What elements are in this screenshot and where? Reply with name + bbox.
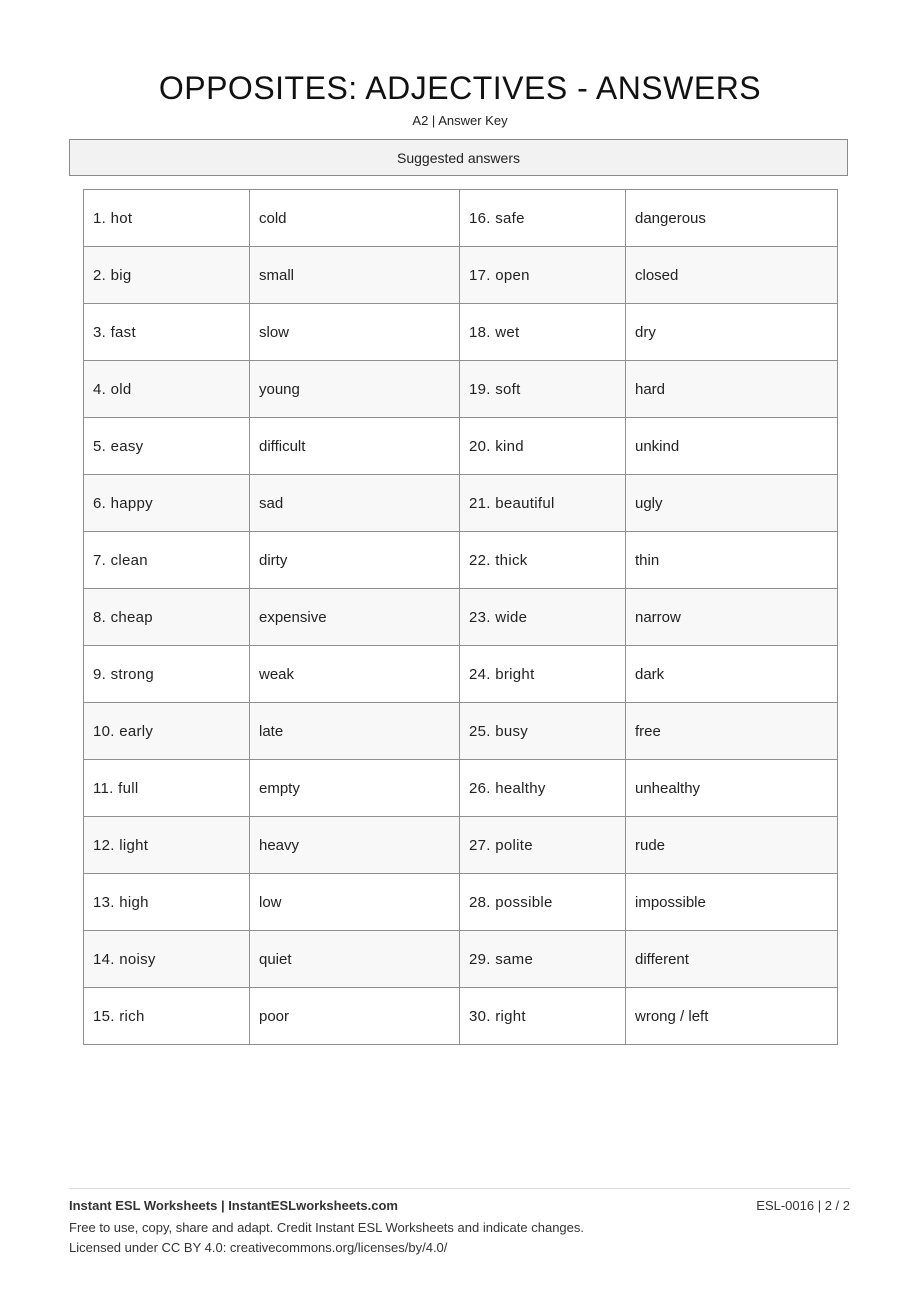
opposite-cell: expensive: [250, 589, 460, 646]
table-row: [84, 361, 838, 418]
opposite-cell: thin: [626, 532, 838, 589]
word-cell: 3. fast: [84, 304, 250, 361]
opposite-cell: slow: [250, 304, 460, 361]
word-cell: 7. clean: [84, 532, 250, 589]
footer-page-code: ESL-0016 | 2 / 2: [756, 1198, 850, 1213]
opposite-cell: free: [626, 703, 838, 760]
opposite-cell: narrow: [626, 589, 838, 646]
word-cell: 10. early: [84, 703, 250, 760]
table-row: [84, 931, 838, 988]
section-header: Suggested answers: [69, 139, 848, 176]
opposite-cell: wrong / left: [626, 988, 838, 1045]
opposite-cell: heavy: [250, 817, 460, 874]
opposite-cell: quiet: [250, 931, 460, 988]
word-cell: 16. safe: [460, 190, 626, 247]
footer-license-text: Free to use, copy, share and adapt. Credit Instant ESL Worksheets and indicate changes.: [69, 1220, 585, 1235]
answers-table-body: [84, 190, 838, 1045]
footer-license-link: Licensed under CC BY 4.0: creativecommons.org/licenses/by/4.0/: [69, 1240, 448, 1255]
word-cell: 8. cheap: [84, 589, 250, 646]
opposite-cell: dangerous: [626, 190, 838, 247]
word-cell: 6. happy: [84, 475, 250, 532]
table-row: [84, 247, 838, 304]
opposite-cell: cold: [250, 190, 460, 247]
table-row: [84, 646, 838, 703]
table-row: [84, 817, 838, 874]
table-row: [84, 589, 838, 646]
word-cell: 20. kind: [460, 418, 626, 475]
word-cell: 30. right: [460, 988, 626, 1045]
opposite-cell: hard: [626, 361, 838, 418]
table-row: [84, 874, 838, 931]
word-cell: 29. same: [460, 931, 626, 988]
table-row: [84, 703, 838, 760]
table-row: [84, 418, 838, 475]
opposite-cell: sad: [250, 475, 460, 532]
word-cell: 18. wet: [460, 304, 626, 361]
opposite-cell: impossible: [626, 874, 838, 931]
word-cell: 17. open: [460, 247, 626, 304]
table-row: [84, 304, 838, 361]
word-cell: 23. wide: [460, 589, 626, 646]
opposite-cell: rude: [626, 817, 838, 874]
opposite-cell: poor: [250, 988, 460, 1045]
table-row: [84, 475, 838, 532]
opposite-cell: weak: [250, 646, 460, 703]
word-cell: 9. strong: [84, 646, 250, 703]
opposite-cell: different: [626, 931, 838, 988]
word-cell: 1. hot: [84, 190, 250, 247]
answers-table: [83, 189, 838, 1045]
word-cell: 26. healthy: [460, 760, 626, 817]
opposite-cell: small: [250, 247, 460, 304]
opposite-cell: empty: [250, 760, 460, 817]
word-cell: 27. polite: [460, 817, 626, 874]
table-row: [84, 532, 838, 589]
opposite-cell: difficult: [250, 418, 460, 475]
word-cell: 13. high: [84, 874, 250, 931]
opposite-cell: dirty: [250, 532, 460, 589]
footer-brand: Instant ESL Worksheets | InstantESLworksheets.com: [69, 1198, 398, 1213]
opposite-cell: unhealthy: [626, 760, 838, 817]
word-cell: 21. beautiful: [460, 475, 626, 532]
word-cell: 25. busy: [460, 703, 626, 760]
opposite-cell: young: [250, 361, 460, 418]
page-subtitle: A2 | Answer Key: [412, 113, 508, 128]
word-cell: 4. old: [84, 361, 250, 418]
word-cell: 12. light: [84, 817, 250, 874]
word-cell: 19. soft: [460, 361, 626, 418]
opposite-cell: dry: [626, 304, 838, 361]
page-title: OPPOSITES: ADJECTIVES - ANSWERS: [158, 70, 762, 106]
word-cell: 5. easy: [84, 418, 250, 475]
table-row: [84, 190, 838, 247]
word-cell: 15. rich: [84, 988, 250, 1045]
footer-divider: [69, 1188, 850, 1189]
opposite-cell: unkind: [626, 418, 838, 475]
opposite-cell: closed: [626, 247, 838, 304]
opposite-cell: dark: [626, 646, 838, 703]
word-cell: 11. full: [84, 760, 250, 817]
word-cell: 2. big: [84, 247, 250, 304]
opposite-cell: low: [250, 874, 460, 931]
table-row: [84, 760, 838, 817]
table-row: [84, 988, 838, 1045]
opposite-cell: ugly: [626, 475, 838, 532]
word-cell: 14. noisy: [84, 931, 250, 988]
word-cell: 24. bright: [460, 646, 626, 703]
word-cell: 28. possible: [460, 874, 626, 931]
word-cell: 22. thick: [460, 532, 626, 589]
opposite-cell: late: [250, 703, 460, 760]
